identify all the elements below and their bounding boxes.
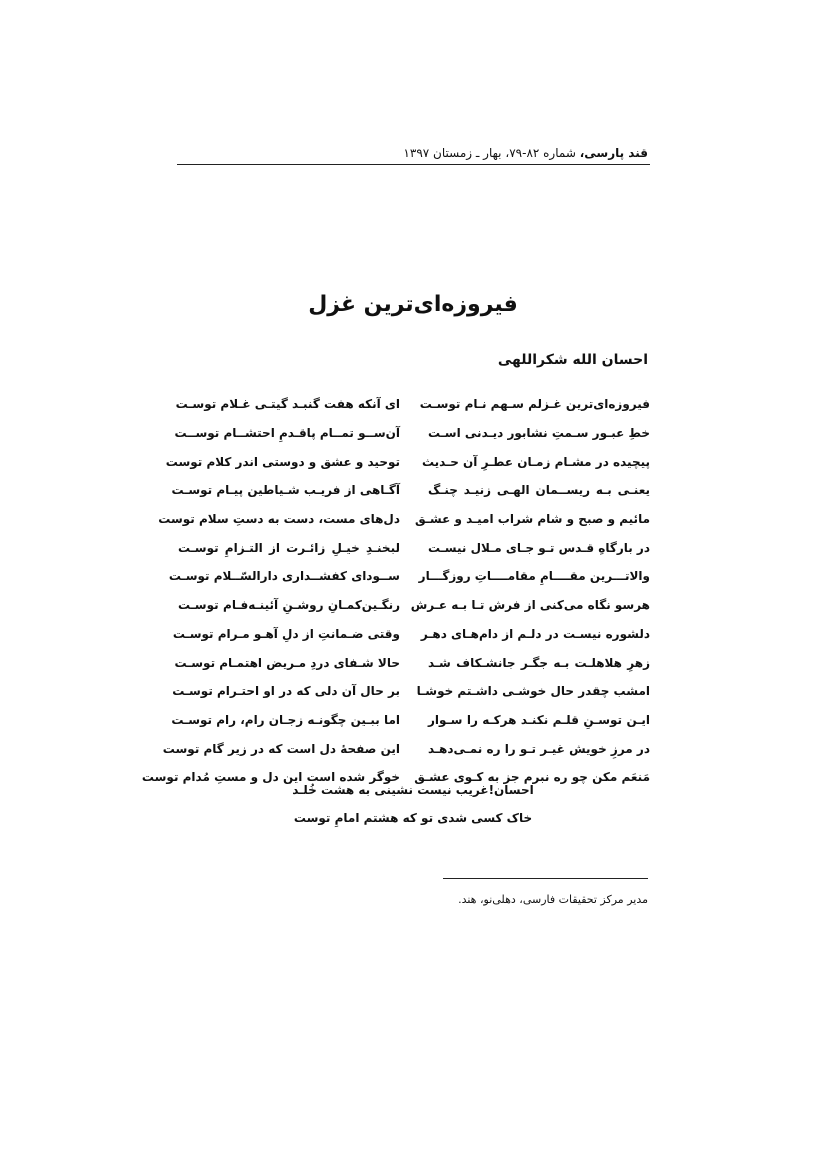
- couplet: [171, 706, 650, 735]
- running-header: [403, 146, 648, 160]
- author-name: احسان الله شکراللهی: [497, 352, 648, 368]
- couplet: [174, 648, 650, 677]
- final-hemistich-first: احسان!غریب نیست نشینی به هشت خُلـد: [292, 783, 534, 797]
- couplet: [175, 390, 650, 419]
- hemistich-second: ســودای کفشــداری دارالسّــلام توسـت: [168, 569, 400, 584]
- couplet: [165, 447, 650, 476]
- hemistich-first: هرسو نگاه می‌کنی از فرش تـا بـه عـرش: [410, 598, 650, 613]
- issue-info: شماره ۸۲-۷۹، بهار ـ زمستان ۱۳۹۷: [403, 146, 576, 160]
- final-couplet: [0, 776, 826, 832]
- hemistich-first: امشب چقدر حال خوشـی داشـتم خوشـا: [416, 684, 650, 699]
- poem-body: [141, 390, 650, 792]
- hemistich-second: آن‌ســو تمــام پاقـدمِ احتشــام توســت: [174, 426, 400, 441]
- final-hemistich-second: خاک کسی شدی تو که هشتم امامِ توست: [293, 811, 533, 825]
- hemistich-second: آگـاهی از فریـب شـیاطین پیـام توسـت: [171, 483, 400, 498]
- hemistich-first: دلشوره نیسـت در دلـم از دام‌هـای دهـر: [420, 626, 650, 641]
- poem-title: فیروزه‌ای‌ترین غزل: [308, 292, 518, 317]
- header-divider: [177, 164, 650, 165]
- couplet: [178, 591, 650, 620]
- couplet: [174, 419, 650, 448]
- hemistich-second: وقتی ضـمانتِ از دلِ آهـو مـرام توسـت: [172, 626, 400, 641]
- couplet: [158, 505, 650, 534]
- hemistich-first: مائیم و صبح و شام شراب امیـد و عشـق: [414, 512, 650, 527]
- couplet: [162, 734, 650, 763]
- couplet: [172, 677, 650, 706]
- hemistich-second: لبخنـدِ خیـلِ زائـرت از التـزامِ توسـت: [178, 540, 400, 555]
- hemistich-first: زهرِ هلاهلـت بـه جگـر جانشـکاف شـد: [428, 655, 650, 670]
- hemistich-first: یعنـی بـه ریســمان الهـی زنیـد چنـگ: [428, 483, 650, 498]
- hemistich-second: ای آنکه هفت گنبـد گیتـی غـلام توسـت: [175, 397, 400, 412]
- hemistich-first: مَنعَم مکن چو ره نبرم جز به کـوی عشـق: [414, 770, 650, 785]
- hemistich-first: در بارگاهِ قـدس تـو جـای مـلال نیسـت: [428, 540, 650, 555]
- hemistich-second: حالا شـفای دردِ مـریض اهتمـام توسـت: [174, 655, 400, 670]
- hemistich-first: پیچیده در مشـام زمـان عطـرِ آن حـدیث: [421, 454, 650, 469]
- hemistich-first: ایـن توسـنِ قلـم نکنـد هرکـه را سـوار: [428, 712, 650, 727]
- hemistich-second: اما ببـین چگونـه زجـان رام، رام توسـت: [171, 712, 400, 727]
- hemistich-second: بر حال آن دلی که در او احتـرام توسـت: [172, 684, 400, 699]
- hemistich-second: خوگر شده است این دل و مستِ مُدام توست: [141, 770, 400, 785]
- hemistich-first: فیروزه‌ای‌ترین غـزلم سـهم نـام توسـت: [419, 397, 650, 412]
- hemistich-first: در مرزِ خویش غیـر تـو را ره نمـی‌دهـد: [428, 741, 650, 756]
- couplet: [178, 533, 650, 562]
- hemistich-second: این صفحۀ دل است که در زیر گام توست: [162, 741, 400, 756]
- footnote-divider: [443, 878, 648, 879]
- hemistich-second: رنگـین‌کمـانِ روشـنِ آئینـه‌فـام توسـت: [178, 598, 400, 613]
- hemistich-second: دل‌های مست، دست به دستِ سلام توست: [158, 512, 400, 527]
- couplet: [168, 562, 650, 591]
- hemistich-first: خطِ عبـور سـمتِ نشابور دیـدنی اسـت: [428, 426, 650, 441]
- couplet: [171, 476, 650, 505]
- footnote: مدیر مرکز تحقیقات فارسی، دهلی‌نو، هند.: [458, 893, 648, 906]
- hemistich-second: توحید و عشق و دوستی اندر کلام توست: [165, 454, 400, 469]
- couplet: [172, 620, 650, 649]
- hemistich-first: والاتـــرین مقــــامِ مقامــــاتِ روزگـــار: [418, 569, 650, 584]
- journal-name: قند پارسی،: [579, 146, 648, 160]
